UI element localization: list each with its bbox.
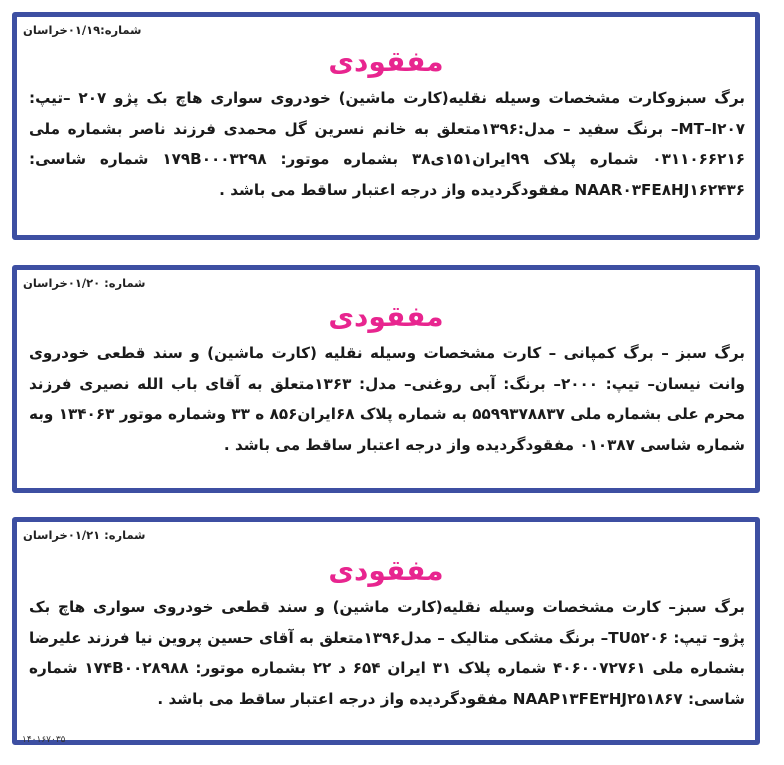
lost-notice-1 [12, 12, 760, 240]
notice-body: برگ سبز – برگ کمپانی – کارت مشخصات وسیله نقلیه (کارت ماشین) و سند قطعی خودروی وانت نیسان– تیپ: ۲۰۰۰– برنگ: آبی روغنی– مدل: ۱۳۶۳متعلق به آقای باب الله نصیری فرزند محرم علی بشماره ملی ۵۵۹۹۳۷۸۸۳۷ به شماره پلاک ۶۸ایران۸۵۶ ه ۳۳ وشماره موتور ۱۳۴۰۶۳ وبه شماره شاسی ۰۱۰۳۸۷ مفقودگردیده واز درجه اعتبار ساقط می باشد . [29, 344, 745, 454]
notice-body: برگ سبز– کارت مشخصات وسیله نقلیه(کارت ماشین) و سند قطعی خودروی سواری هاچ بک پژو– تیپ: TU۵۲۰۶– برنگ مشکی متالیک – مدل۱۳۹۶متعلق به آقای حسین پروین نیا فرزند علیرضا بشماره ملی ۴۰۶۰۰۷۲۷۶۱ شماره پلاک ۳۱ ایران ۶۵۴ د ۲۲ بشماره موتور: ۱۷۴B۰۰۲۸۹۸۸ شماره شاسی: NAAP۱۳FE۳HJ۲۵۱۸۶۷ مفقودگردیده واز درجه اعتبار ساقط می باشد . [29, 598, 745, 708]
notice-reference: شماره:۰۱/۱۹خراسان [23, 23, 142, 37]
notice-heading: مفقودی [328, 45, 444, 78]
notice-reference: شماره: ۰۱/۲۰خراسان [23, 276, 146, 290]
lost-notice-2 [12, 265, 760, 493]
notice-heading: مفقودی [328, 554, 444, 587]
notice-reference: شماره: ۰۱/۲۱خراسان [23, 528, 146, 542]
footer-code: ۱۴۰۱۶۷۰۳۵ [22, 735, 66, 745]
lost-notice-3 [12, 517, 760, 745]
notice-body: برگ سبزوکارت مشخصات وسیله نقلیه(کارت ماشین) خودروی سواری هاچ بک پژو ۲۰۷ –تیپ: MT–I۲۰۷– برنگ سفید – مدل:۱۳۹۶متعلق به خانم نسرین گل محمدی فرزند ناصر بشماره ملی ۰۳۱۱۰۶۶۲۱۶ شماره پلاک ۹۹ایران۱۵۱ی۳۸ بشماره موتور: ۱۷۹B۰۰۰۳۲۹۸ شماره شاسی: NAAR۰۳FE۸HJ۱۶۲۴۳۶ مفقودگردیده واز درجه اعتبار ساقط می باشد . [29, 89, 745, 199]
notice-heading: مفقودی [328, 300, 444, 333]
